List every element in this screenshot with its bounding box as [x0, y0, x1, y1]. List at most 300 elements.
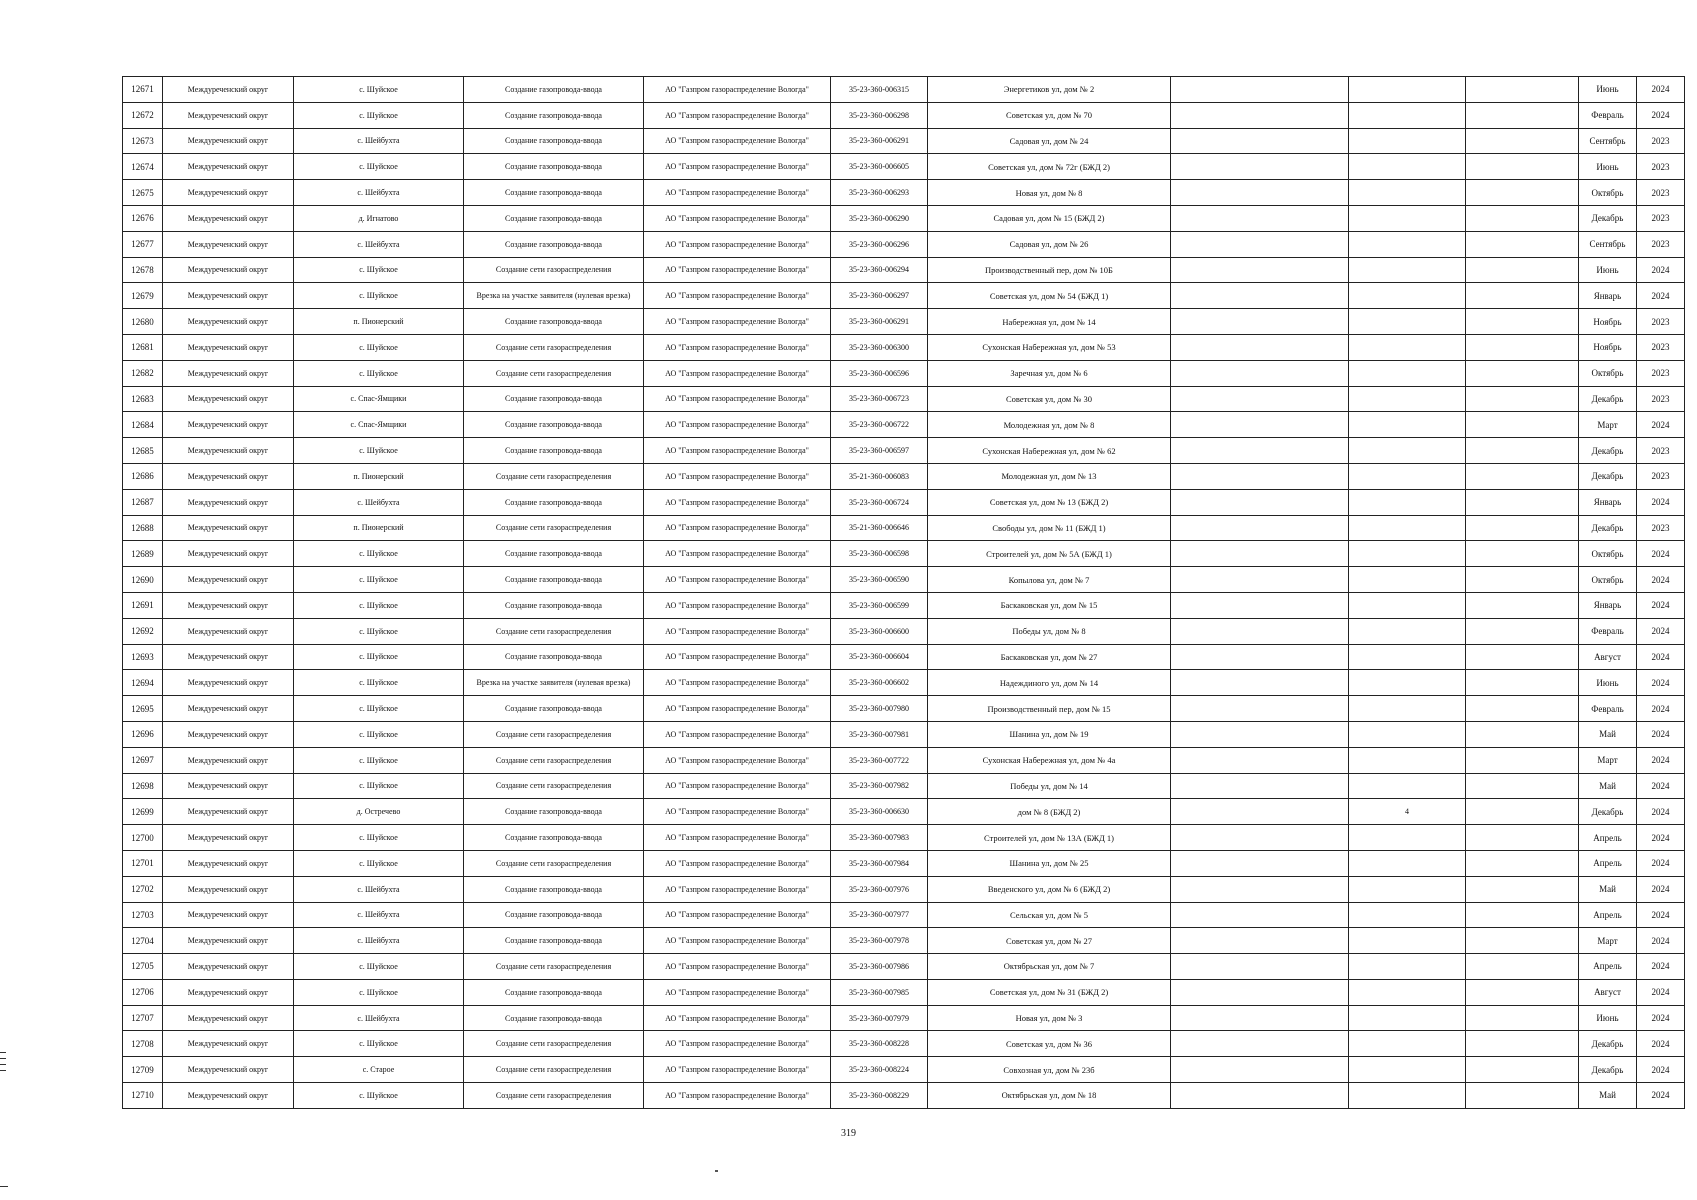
cell-e2: [1349, 1031, 1466, 1057]
cell-settlement: с. Шуйское: [294, 696, 464, 722]
cell-num: 12699: [123, 799, 163, 825]
cell-month: Март: [1579, 747, 1637, 773]
cell-address: Садовая ул, дом № 24: [928, 128, 1171, 154]
cell-e2: [1349, 128, 1466, 154]
cell-work: Создание газопровода-ввода: [464, 979, 644, 1005]
table-row: [123, 541, 1685, 567]
cell-code: 35-21-360-006646: [831, 515, 928, 541]
cell-code: 35-23-360-007984: [831, 850, 928, 876]
cell-e2: [1349, 231, 1466, 257]
cell-year: 2024: [1637, 773, 1685, 799]
cell-org: АО "Газпром газораспределение Вологда": [644, 670, 831, 696]
cell-code: 35-23-360-006598: [831, 541, 928, 567]
cell-month: Декабрь: [1579, 1031, 1637, 1057]
cell-num: 12678: [123, 257, 163, 283]
cell-work: Создание газопровода-ввода: [464, 696, 644, 722]
cell-e3: [1466, 876, 1579, 902]
cell-month: Июнь: [1579, 154, 1637, 180]
cell-work: Создание сети газораспределения: [464, 334, 644, 360]
cell-e1: [1171, 954, 1349, 980]
table-row: [123, 257, 1685, 283]
cell-e3: [1466, 360, 1579, 386]
cell-year: 2024: [1637, 1057, 1685, 1083]
cell-month: Май: [1579, 1083, 1637, 1109]
cell-work: Создание газопровода-ввода: [464, 541, 644, 567]
cell-org: АО "Газпром газораспределение Вологда": [644, 567, 831, 593]
cell-month: Апрель: [1579, 954, 1637, 980]
cell-month: Ноябрь: [1579, 309, 1637, 335]
cell-e2: 4: [1349, 799, 1466, 825]
cell-org: АО "Газпром газораспределение Вологда": [644, 102, 831, 128]
cell-month: Август: [1579, 644, 1637, 670]
cell-settlement: с. Шейбухта: [294, 180, 464, 206]
cell-e2: [1349, 1057, 1466, 1083]
cell-month: Июнь: [1579, 77, 1637, 103]
data-table: [122, 76, 1685, 1109]
cell-work: Создание сети газораспределения: [464, 954, 644, 980]
table-row: [123, 670, 1685, 696]
cell-org: АО "Газпром газораспределение Вологда": [644, 799, 831, 825]
cell-org: АО "Газпром газораспределение Вологда": [644, 618, 831, 644]
cell-num: 12687: [123, 489, 163, 515]
cell-settlement: с. Шуйское: [294, 644, 464, 670]
table-row: [123, 618, 1685, 644]
cell-code: 35-23-360-007722: [831, 747, 928, 773]
cell-num: 12688: [123, 515, 163, 541]
cell-e3: [1466, 1031, 1579, 1057]
cell-okrug: Междуреченский округ: [163, 902, 294, 928]
cell-num: 12685: [123, 438, 163, 464]
cell-e3: [1466, 386, 1579, 412]
cell-month: Ноябрь: [1579, 334, 1637, 360]
cell-e3: [1466, 205, 1579, 231]
cell-okrug: Междуреченский округ: [163, 721, 294, 747]
cell-e1: [1171, 618, 1349, 644]
cell-year: 2024: [1637, 876, 1685, 902]
cell-e2: [1349, 979, 1466, 1005]
cell-e3: [1466, 979, 1579, 1005]
cell-okrug: Междуреченский округ: [163, 670, 294, 696]
cell-e2: [1349, 721, 1466, 747]
cell-settlement: с. Шуйское: [294, 825, 464, 851]
cell-org: АО "Газпром газораспределение Вологда": [644, 954, 831, 980]
cell-address: Советская ул, дом № 36: [928, 1031, 1171, 1057]
cell-month: Сентябрь: [1579, 231, 1637, 257]
cell-settlement: с. Шуйское: [294, 850, 464, 876]
cell-code: 35-23-360-006298: [831, 102, 928, 128]
cell-year: 2024: [1637, 954, 1685, 980]
cell-address: Шанина ул, дом № 19: [928, 721, 1171, 747]
cell-okrug: Междуреченский округ: [163, 438, 294, 464]
cell-e3: [1466, 747, 1579, 773]
cell-settlement: с. Шейбухта: [294, 876, 464, 902]
cell-okrug: Междуреченский округ: [163, 644, 294, 670]
cell-org: АО "Газпром газораспределение Вологда": [644, 463, 831, 489]
cell-month: Январь: [1579, 489, 1637, 515]
cell-code: 35-23-360-006723: [831, 386, 928, 412]
cell-num: 12684: [123, 412, 163, 438]
table-row: [123, 205, 1685, 231]
cell-e3: [1466, 721, 1579, 747]
cell-work: Создание сети газораспределения: [464, 1083, 644, 1109]
cell-work: Создание сети газораспределения: [464, 463, 644, 489]
cell-work: Создание газопровода-ввода: [464, 309, 644, 335]
cell-month: Апрель: [1579, 850, 1637, 876]
cell-num: 12671: [123, 77, 163, 103]
cell-work: Создание газопровода-ввода: [464, 102, 644, 128]
cell-month: Октябрь: [1579, 180, 1637, 206]
cell-year: 2024: [1637, 721, 1685, 747]
cell-okrug: Междуреченский округ: [163, 360, 294, 386]
cell-e1: [1171, 850, 1349, 876]
cell-code: 35-23-360-006722: [831, 412, 928, 438]
cell-org: АО "Газпром газораспределение Вологда": [644, 928, 831, 954]
cell-num: 12697: [123, 747, 163, 773]
cell-e2: [1349, 773, 1466, 799]
cell-work: Создание сети газораспределения: [464, 515, 644, 541]
cell-e1: [1171, 721, 1349, 747]
cell-okrug: Междуреченский округ: [163, 1031, 294, 1057]
cell-num: 12674: [123, 154, 163, 180]
cell-work: Создание сети газораспределения: [464, 1031, 644, 1057]
cell-settlement: с. Шуйское: [294, 102, 464, 128]
cell-year: 2023: [1637, 231, 1685, 257]
cell-settlement: с. Шуйское: [294, 438, 464, 464]
cell-month: Май: [1579, 721, 1637, 747]
cell-address: Советская ул, дом № 54 (БЖД 1): [928, 283, 1171, 309]
cell-year: 2024: [1637, 102, 1685, 128]
cell-e3: [1466, 1005, 1579, 1031]
cell-e1: [1171, 77, 1349, 103]
table-row: [123, 77, 1685, 103]
cell-org: АО "Газпром газораспределение Вологда": [644, 876, 831, 902]
cell-year: 2024: [1637, 825, 1685, 851]
cell-work: Создание газопровода-ввода: [464, 825, 644, 851]
cell-e3: [1466, 954, 1579, 980]
cell-address: Сельская ул, дом № 5: [928, 902, 1171, 928]
cell-code: 35-23-360-006297: [831, 283, 928, 309]
cell-org: АО "Газпром газораспределение Вологда": [644, 902, 831, 928]
cell-e3: [1466, 77, 1579, 103]
cell-month: Май: [1579, 876, 1637, 902]
cell-e3: [1466, 825, 1579, 851]
cell-address: Новая ул, дом № 8: [928, 180, 1171, 206]
cell-e3: [1466, 773, 1579, 799]
cell-month: Февраль: [1579, 618, 1637, 644]
cell-num: 12709: [123, 1057, 163, 1083]
cell-month: Август: [1579, 979, 1637, 1005]
cell-code: 35-23-360-007986: [831, 954, 928, 980]
cell-address: Садовая ул, дом № 15 (БЖД 2): [928, 205, 1171, 231]
cell-e1: [1171, 876, 1349, 902]
cell-address: Советская ул, дом № 70: [928, 102, 1171, 128]
cell-work: Создание сети газораспределения: [464, 618, 644, 644]
cell-num: 12696: [123, 721, 163, 747]
cell-code: 35-23-360-007982: [831, 773, 928, 799]
cell-e3: [1466, 231, 1579, 257]
cell-e2: [1349, 696, 1466, 722]
cell-year: 2024: [1637, 1031, 1685, 1057]
cell-e3: [1466, 592, 1579, 618]
cell-e1: [1171, 1057, 1349, 1083]
cell-settlement: с. Шуйское: [294, 592, 464, 618]
cell-settlement: с. Шейбухта: [294, 1005, 464, 1031]
cell-month: Апрель: [1579, 902, 1637, 928]
cell-num: 12672: [123, 102, 163, 128]
cell-okrug: Междуреченский округ: [163, 463, 294, 489]
cell-settlement: с. Шуйское: [294, 721, 464, 747]
cell-e1: [1171, 592, 1349, 618]
cell-month: Октябрь: [1579, 567, 1637, 593]
cell-settlement: с. Старое: [294, 1057, 464, 1083]
cell-org: АО "Газпром газораспределение Вологда": [644, 180, 831, 206]
cell-address: Молодежная ул, дом № 8: [928, 412, 1171, 438]
cell-num: 12704: [123, 928, 163, 954]
cell-address: Советская ул, дом № 31 (БЖД 2): [928, 979, 1171, 1005]
cell-month: Октябрь: [1579, 541, 1637, 567]
cell-address: Баскаковская ул, дом № 15: [928, 592, 1171, 618]
cell-okrug: Междуреченский округ: [163, 876, 294, 902]
cell-work: Создание газопровода-ввода: [464, 592, 644, 618]
cell-e2: [1349, 102, 1466, 128]
cell-address: Садовая ул, дом № 26: [928, 231, 1171, 257]
cell-month: Февраль: [1579, 102, 1637, 128]
cell-work: Создание газопровода-ввода: [464, 489, 644, 515]
cell-code: 35-23-360-006597: [831, 438, 928, 464]
cell-year: 2023: [1637, 180, 1685, 206]
cell-address: Сухонская Набережная ул, дом № 4а: [928, 747, 1171, 773]
cell-year: 2023: [1637, 334, 1685, 360]
cell-code: 35-23-360-006315: [831, 77, 928, 103]
cell-e1: [1171, 334, 1349, 360]
cell-okrug: Междуреченский округ: [163, 205, 294, 231]
table-row: [123, 412, 1685, 438]
cell-e1: [1171, 747, 1349, 773]
cell-month: Декабрь: [1579, 205, 1637, 231]
cell-e1: [1171, 257, 1349, 283]
cell-code: 35-23-360-006600: [831, 618, 928, 644]
cell-address: Новая ул, дом № 3: [928, 1005, 1171, 1031]
cell-address: Производственный пер, дом № 15: [928, 696, 1171, 722]
cell-address: Советская ул, дом № 30: [928, 386, 1171, 412]
cell-num: 12710: [123, 1083, 163, 1109]
cell-work: Создание газопровода-ввода: [464, 1005, 644, 1031]
table-row: [123, 489, 1685, 515]
cell-settlement: п. Пионерский: [294, 515, 464, 541]
cell-month: Декабрь: [1579, 1057, 1637, 1083]
table-row: [123, 102, 1685, 128]
cell-settlement: п. Пионерский: [294, 463, 464, 489]
cell-okrug: Междуреченский округ: [163, 618, 294, 644]
cell-work: Создание сети газораспределения: [464, 257, 644, 283]
cell-code: 35-23-360-006605: [831, 154, 928, 180]
cell-e2: [1349, 386, 1466, 412]
cell-code: 35-23-360-006602: [831, 670, 928, 696]
cell-e1: [1171, 1031, 1349, 1057]
cell-month: Октябрь: [1579, 360, 1637, 386]
cell-org: АО "Газпром газораспределение Вологда": [644, 1083, 831, 1109]
cell-num: 12683: [123, 386, 163, 412]
cell-num: 12673: [123, 128, 163, 154]
cell-month: Июнь: [1579, 257, 1637, 283]
cell-work: Создание сети газораспределения: [464, 850, 644, 876]
cell-e3: [1466, 1083, 1579, 1109]
cell-work: Создание газопровода-ввода: [464, 231, 644, 257]
cell-num: 12701: [123, 850, 163, 876]
cell-okrug: Междуреченский округ: [163, 954, 294, 980]
cell-e1: [1171, 231, 1349, 257]
cell-work: Создание газопровода-ввода: [464, 644, 644, 670]
cell-org: АО "Газпром газораспределение Вологда": [644, 1057, 831, 1083]
cell-settlement: с. Шуйское: [294, 979, 464, 1005]
cell-e1: [1171, 180, 1349, 206]
cell-num: 12695: [123, 696, 163, 722]
cell-e3: [1466, 257, 1579, 283]
cell-org: АО "Газпром газораспределение Вологда": [644, 412, 831, 438]
cell-address: Победы ул, дом № 8: [928, 618, 1171, 644]
cell-year: 2024: [1637, 412, 1685, 438]
cell-settlement: с. Спас-Ямщики: [294, 386, 464, 412]
table-row: [123, 334, 1685, 360]
cell-work: Создание газопровода-ввода: [464, 180, 644, 206]
cell-e3: [1466, 644, 1579, 670]
cell-address: Баскаковская ул, дом № 27: [928, 644, 1171, 670]
cell-month: Май: [1579, 773, 1637, 799]
cell-e1: [1171, 567, 1349, 593]
cell-okrug: Междуреченский округ: [163, 696, 294, 722]
cell-num: 12679: [123, 283, 163, 309]
cell-e1: [1171, 283, 1349, 309]
cell-org: АО "Газпром газораспределение Вологда": [644, 128, 831, 154]
cell-org: АО "Газпром газораспределение Вологда": [644, 77, 831, 103]
cell-settlement: с. Шейбухта: [294, 489, 464, 515]
cell-okrug: Междуреченский округ: [163, 850, 294, 876]
cell-e1: [1171, 928, 1349, 954]
cell-e3: [1466, 128, 1579, 154]
cell-num: 12700: [123, 825, 163, 851]
cell-e1: [1171, 541, 1349, 567]
cell-e3: [1466, 334, 1579, 360]
cell-okrug: Междуреченский округ: [163, 979, 294, 1005]
cell-okrug: Междуреченский округ: [163, 231, 294, 257]
cell-num: 12682: [123, 360, 163, 386]
cell-code: 35-23-360-007985: [831, 979, 928, 1005]
cell-year: 2024: [1637, 979, 1685, 1005]
cell-e2: [1349, 257, 1466, 283]
cell-work: Создание сети газораспределения: [464, 747, 644, 773]
cell-year: 2024: [1637, 928, 1685, 954]
table-row: [123, 592, 1685, 618]
cell-code: 35-23-360-007976: [831, 876, 928, 902]
cell-address: Строителей ул, дом № 13А (БЖД 1): [928, 825, 1171, 851]
cell-address: Заречная ул, дом № 6: [928, 360, 1171, 386]
cell-code: 35-23-360-006290: [831, 205, 928, 231]
cell-work: Создание газопровода-ввода: [464, 876, 644, 902]
cell-settlement: с. Шуйское: [294, 283, 464, 309]
cell-org: АО "Газпром газораспределение Вологда": [644, 1031, 831, 1057]
cell-num: 12691: [123, 592, 163, 618]
cell-num: 12708: [123, 1031, 163, 1057]
cell-okrug: Междуреченский округ: [163, 799, 294, 825]
cell-year: 2024: [1637, 799, 1685, 825]
cell-e3: [1466, 567, 1579, 593]
cell-okrug: Междуреченский округ: [163, 592, 294, 618]
cell-code: 35-23-360-007978: [831, 928, 928, 954]
cell-org: АО "Газпром газораспределение Вологда": [644, 283, 831, 309]
cell-org: АО "Газпром газораспределение Вологда": [644, 696, 831, 722]
cell-year: 2023: [1637, 463, 1685, 489]
cell-address: Строителей ул, дом № 5А (БЖД 1): [928, 541, 1171, 567]
cell-year: 2024: [1637, 283, 1685, 309]
cell-org: АО "Газпром газораспределение Вологда": [644, 979, 831, 1005]
cell-num: 12693: [123, 644, 163, 670]
table-row: [123, 154, 1685, 180]
cell-year: 2024: [1637, 747, 1685, 773]
cell-work: Создание газопровода-ввода: [464, 412, 644, 438]
cell-e2: [1349, 825, 1466, 851]
cell-code: 35-23-360-006599: [831, 592, 928, 618]
cell-org: АО "Газпром газораспределение Вологда": [644, 309, 831, 335]
cell-okrug: Междуреченский округ: [163, 283, 294, 309]
cell-year: 2024: [1637, 850, 1685, 876]
table-row: [123, 902, 1685, 928]
cell-settlement: п. Пионерский: [294, 309, 464, 335]
cell-address: Советская ул, дом № 13 (БЖД 2): [928, 489, 1171, 515]
cell-work: Создание газопровода-ввода: [464, 128, 644, 154]
cell-month: Декабрь: [1579, 463, 1637, 489]
cell-e2: [1349, 850, 1466, 876]
cell-work: Создание газопровода-ввода: [464, 928, 644, 954]
table-row: [123, 850, 1685, 876]
cell-address: Введенского ул, дом № 6 (БЖД 2): [928, 876, 1171, 902]
cell-settlement: с. Шуйское: [294, 618, 464, 644]
cell-e1: [1171, 825, 1349, 851]
cell-e1: [1171, 1083, 1349, 1109]
cell-code: 35-23-360-006291: [831, 309, 928, 335]
cell-e2: [1349, 592, 1466, 618]
table-row: [123, 567, 1685, 593]
cell-num: 12694: [123, 670, 163, 696]
cell-code: 35-23-360-008229: [831, 1083, 928, 1109]
cell-num: 12703: [123, 902, 163, 928]
table-row: [123, 386, 1685, 412]
cell-settlement: с. Шуйское: [294, 567, 464, 593]
table-row: [123, 309, 1685, 335]
cell-e1: [1171, 1005, 1349, 1031]
cell-settlement: с. Шуйское: [294, 1083, 464, 1109]
cell-e1: [1171, 799, 1349, 825]
cell-okrug: Междуреченский округ: [163, 567, 294, 593]
cell-okrug: Междуреченский округ: [163, 102, 294, 128]
cell-e2: [1349, 334, 1466, 360]
table-row: [123, 180, 1685, 206]
cell-e3: [1466, 902, 1579, 928]
cell-year: 2024: [1637, 618, 1685, 644]
cell-okrug: Междуреченский округ: [163, 1057, 294, 1083]
cell-e3: [1466, 1057, 1579, 1083]
cell-e2: [1349, 489, 1466, 515]
cell-address: Сухонская Набережная ул, дом № 62: [928, 438, 1171, 464]
cell-okrug: Междуреченский округ: [163, 825, 294, 851]
cell-okrug: Междуреченский округ: [163, 928, 294, 954]
cell-okrug: Междуреченский округ: [163, 541, 294, 567]
cell-code: 35-23-360-006590: [831, 567, 928, 593]
cell-address: Советская ул, дом № 27: [928, 928, 1171, 954]
cell-e2: [1349, 360, 1466, 386]
table-row: [123, 825, 1685, 851]
cell-year: 2024: [1637, 77, 1685, 103]
cell-e2: [1349, 205, 1466, 231]
